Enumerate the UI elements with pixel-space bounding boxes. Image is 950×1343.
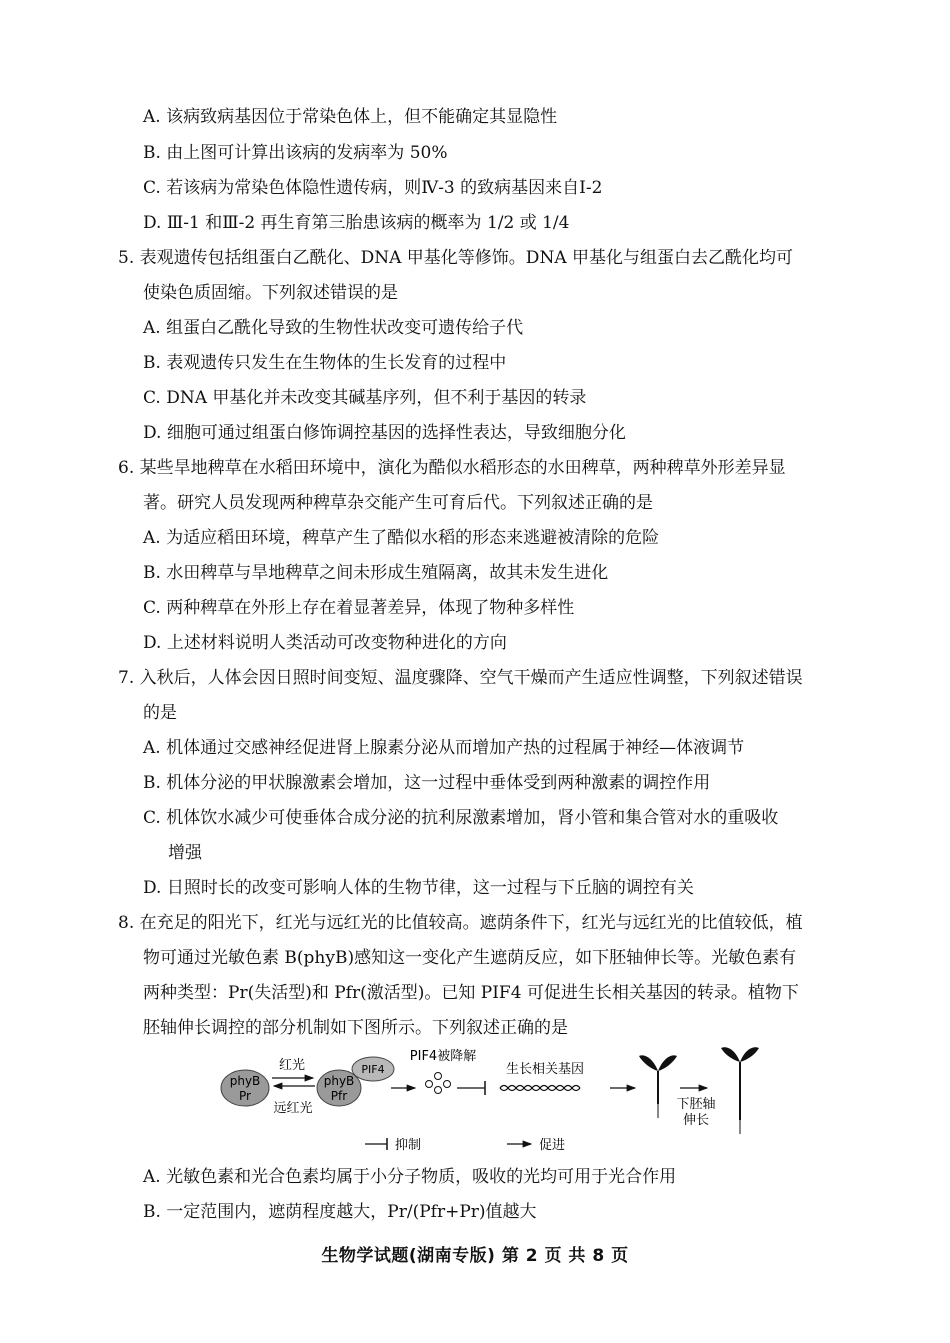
phyb-pr-label-1: phyB [229, 1074, 261, 1088]
q4-option-c: C. 若该病为常染色体隐性遗传病，则Ⅳ-3 的致病基因来自Ⅰ-2 [143, 178, 603, 198]
q6-option-a: A. 为适应稻田环境，稗草产生了酷似水稻的形态来逃避被清除的危险 [143, 528, 660, 548]
pif4-degraded-label: PIF4被降解 [409, 1049, 477, 1064]
red-light-label: 红光 [278, 1058, 306, 1073]
phyb-pfr-label-2: Pfr [330, 1089, 348, 1103]
page-footer: 生物学试题(湖南专版) 第 2 页 共 8 页 [321, 1246, 629, 1266]
q8-stem-line3: 两种类型：Pr(失活型)和 Pfr(激活型)。已知 PIF4 可促进生长相关基因的转录。植物下 [143, 983, 799, 1003]
q8-stem-line2: 物可通过光敏色素 B(phyB)感知这一变化产生遮荫反应，如下胚轴伸长等。光敏色素有 [143, 948, 797, 968]
dna-helix-strand-2 [500, 1086, 580, 1091]
phyb-pif4-mechanism-diagram [215, 1046, 775, 1162]
hypocotyl-label-2: 伸长 [682, 1113, 710, 1128]
q5-option-a: A. 组蛋白乙酰化导致的生物性状改变可遗传给子代 [143, 318, 524, 338]
q7-option-a: A. 机体通过交感神经促进肾上腺素分泌从而增加产热的过程属于神经—体液调节 [143, 738, 745, 758]
q6-option-d: D. 上述材料说明人类活动可改变物种进化的方向 [143, 633, 507, 653]
legend-inhibit-label: 抑制 [395, 1138, 422, 1153]
q7-option-c-continuation: 增强 [168, 843, 202, 863]
hypocotyl-label-1: 下胚轴 [676, 1097, 716, 1112]
far-red-light-label: 远红光 [273, 1101, 313, 1116]
phyb-pr-label-2: Pr [239, 1089, 251, 1103]
fragment-circle-2 [435, 1073, 442, 1080]
q5-stem-line2: 使染色质固缩。下列叙述错误的是 [143, 283, 398, 303]
q5-option-b: B. 表观遗传只发生在生物体的生长发育的过程中 [143, 353, 507, 373]
q4-option-d: D. Ⅲ-1 和Ⅲ-2 再生育第三胎患该病的概率为 1/2 或 1/4 [143, 213, 570, 233]
growth-genes-label: 生长相关基因 [505, 1062, 585, 1077]
q7-option-d: D. 日照时长的改变可影响人体的生物节律，这一过程与下丘脑的调控有关 [143, 878, 694, 898]
pif4-label: PIF4 [361, 1063, 385, 1076]
q8-option-b: B. 一定范围内，遮荫程度越大，Pr/(Pfr+Pr)值越大 [143, 1202, 537, 1222]
q5-stem-line1: 5. 表观遗传包括组蛋白乙酰化、DNA 甲基化等修饰。DNA 甲基化与组蛋白去乙酰化均可 [118, 248, 793, 268]
q8-stem-line4: 胚轴伸长调控的部分机制如下图所示。下列叙述正确的是 [143, 1018, 568, 1038]
q8-option-a: A. 光敏色素和光合色素均属于小分子物质，吸收的光均可用于光合作用 [143, 1167, 677, 1187]
q7-option-c: C. 机体饮水减少可使垂体合成分泌的抗利尿激素增加，肾小管和集合管对水的重吸收 [143, 808, 779, 828]
fragment-circle-1 [426, 1081, 433, 1088]
phyb-pfr-label-1: phyB [323, 1074, 355, 1088]
q7-stem-line1: 7. 入秋后，人体会因日照时间变短、温度骤降、空气干燥而产生适应性调整，下列叙述错误 [118, 668, 803, 688]
q5-option-c: C. DNA 甲基化并未改变其碱基序列，但不利于基因的转录 [143, 388, 587, 408]
tall-seedling-icon [721, 1047, 759, 1134]
q8-stem-line1: 8. 在充足的阳光下，红光与远红光的比值较高。遮荫条件下，红光与远红光的比值较低，植 [118, 913, 803, 933]
q4-option-b: B. 由上图可计算出该病的发病率为 50% [143, 143, 448, 163]
fragment-circle-3 [435, 1087, 442, 1094]
fragment-circle-4 [444, 1081, 451, 1088]
q6-stem-line2: 著。研究人员发现两种稗草杂交能产生可育后代。下列叙述正确的是 [143, 493, 653, 513]
q6-option-c: C. 两种稗草在外形上存在着显著差异，体现了物种多样性 [143, 598, 575, 618]
q6-option-b: B. 水田稗草与旱地稗草之间未形成生殖隔离，故其未发生进化 [143, 563, 609, 583]
q5-option-d: D. 细胞可通过组蛋白修饰调控基因的选择性表达，导致细胞分化 [143, 423, 626, 443]
q7-option-b: B. 机体分泌的甲状腺激素会增加，这一过程中垂体受到两种激素的调控作用 [143, 773, 711, 793]
q7-stem-line2: 的是 [143, 703, 177, 723]
legend-promote-label: 促进 [539, 1138, 566, 1153]
short-seedling-icon [639, 1055, 677, 1118]
q4-option-a: A. 该病致病基因位于常染色体上，但不能确定其显隐性 [143, 107, 558, 127]
q6-stem-line1: 6. 某些旱地稗草在水稻田环境中，演化为酷似水稻形态的水田稗草，两种稗草外形差异显 [118, 458, 786, 478]
